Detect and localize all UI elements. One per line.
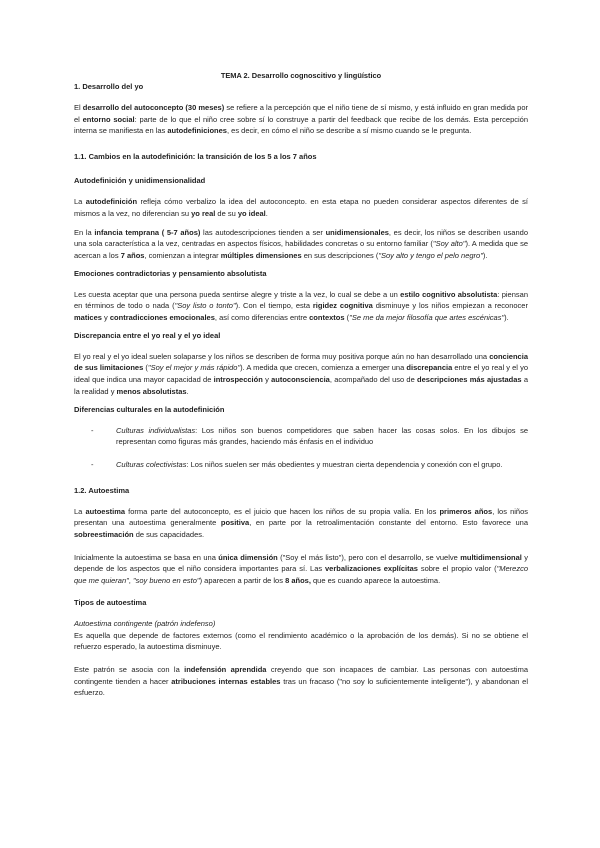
subheading-autoestima-contingente: Autoestima contingente (patrón indefenso) [74,618,216,628]
text-run: de sus capacidades. [133,530,205,540]
bold-text: autoconsciencia [271,375,330,385]
paragraph-pensamiento-absolutista [74,289,528,324]
subheading-diferencias-culturales: Diferencias culturales en la autodefinición [74,404,225,414]
bold-text: entorno social [82,114,135,124]
text-run: disminuye y los niños empiezan a reconocer [372,301,528,311]
bold-text: introspección [213,375,263,385]
italic-text: "Se me da mejor filosofía que artes escénicas" [349,313,505,323]
text-run: : Los niños suelen ser más obedientes y muestran cierta dependencia y conexión con el grupo. [186,459,503,469]
bold-text: infancia temprana ( 5-7 años) [94,227,201,237]
bold-text: descripciones más ajustadas [417,375,522,385]
bold-text: unidimensionales [325,227,389,237]
text-run: sobre el propio valor ( [417,564,497,574]
text-run: El yo real y el yo ideal suelen solaparse y los niños se describen de forma muy positiva porque aún no han desarrollado una [74,351,490,361]
bold-text: estilo cognitivo absolutista [400,289,498,299]
italic-text: "soy bueno en esto" [132,576,200,586]
paragraph-contingente [74,630,528,653]
text-run: entre el yo real y el yo ideal que indica una mayor capacidad de [74,363,528,385]
text-run: , [128,576,133,586]
subheading-discrepancia: Discrepancia entre el yo real y el yo ideal [74,330,221,340]
text-run: En la [74,227,95,237]
text-run: ). [504,313,509,323]
text-run: , comienzan a integrar [144,250,221,260]
text-run: . [265,208,268,218]
bullet-dash: - [91,459,94,469]
text-run: se refiere a la percepción que el niño tiene de sí mismo, y está influido en gran medida por el [74,103,528,124]
text-run: : Los niños son buenos competidores que saben hacer las cosas solos. En los dibujos se representan como figuras más grandes, haciendo más énfasis en el individuo [116,425,529,447]
bold-text: 7 años [120,250,145,260]
paragraph-autodefinicion [74,196,528,219]
paragraph-yo-real-ideal [74,351,528,398]
text-run: y [262,375,272,385]
bold-text: autodefinición [85,197,138,207]
bold-text: verbalizaciones explícitas [325,564,418,574]
bold-text: matices [74,313,102,323]
text-run: Este patrón se asocia con la [74,664,185,674]
paragraph-autoconcepto [74,102,528,137]
bold-text: sobreestimación [74,530,134,540]
subheading-tipos-autoestima: Tipos de autoestima [74,597,147,607]
list-item-text [116,425,528,448]
text-run: : parte de lo que el niño cree sobre sí lo construye a partir del feedback que recibe de los demás. Esta percepción interna se manifiesta en las [74,114,529,136]
text-run: que es cuando aparece la autoestima. [310,576,441,586]
text-run: forma parte del autoconcepto, es el juicio que hacen los niños de su propia valía. En los [125,506,440,516]
text-run: , en parte por la retroalimentación constante del entorno. Esto favorece una [249,518,528,528]
text-run: . [186,386,189,396]
bold-text: rigidez cognitiva [312,301,373,311]
paragraph-indefension [74,664,528,699]
bold-text: múltiples dimensiones [220,250,302,260]
section-heading-cambios-autodefinicion: 1.1. Cambios en la autodefinición: la transición de los 5 a los 7 años [74,152,317,162]
text-run: las autodescripciones tienden a ser [200,227,326,237]
text-run: Les cuesta aceptar que una persona pueda sentirse alegre y triste a la vez, lo cual se debe a un [74,289,401,299]
italic-text: "Soy alto y tengo el pelo negro" [378,250,483,260]
italic-text: "Soy alto" [432,239,466,249]
text-run: a la realidad y [74,375,529,396]
text-run: , acompañado del uso de [329,375,418,385]
text-run: , es decir, los niños se describen usando una sola característica a la vez, centradas en aspectos físicos, habilidades concretas o su entorno familiar ( [74,227,528,249]
text-run: ). A medida que se acercan a los [74,239,528,260]
bold-text: conciencia de sus limitaciones [74,351,528,373]
bold-text: desarrollo del autoconcepto (30 meses) [82,103,225,112]
text-run: ("Soy el más listo"), pero con el desarrollo, se vuelve [277,552,461,562]
bold-text: yo real [191,208,216,218]
bold-text: autoestima [85,506,126,516]
paragraph-autoestima-multidimensional [74,552,528,587]
bold-text: única dimensión [218,552,278,562]
subheading-unidimensionalidad: Autodefinición y unidimensionalidad [74,176,206,186]
text-run: Inicialmente la autoestima se basa en una [74,552,219,562]
text-run: y depende de los aspectos que el niño considera importantes para sí. Las [74,552,529,574]
section-heading-desarrollo-yo: 1. Desarrollo del yo [74,82,144,91]
text-run: , es decir, en cómo el niño se describe a sí mismo cuando se le pregunta. [226,126,472,136]
list-item-colectivistas [91,459,528,471]
bold-text: atribuciones internas estables [171,676,281,686]
bold-text: multidimensional [460,552,522,562]
text-run: , los niños presentan una autoestima generalmente [74,506,528,528]
text-run: ). [482,250,488,260]
text-run: ( [143,363,148,373]
text-run: El [74,103,83,112]
italic-text: Culturas colectivistas [116,459,187,469]
italic-text: "Soy listo o tonto" [174,301,236,311]
paragraph-autoestima [74,506,528,541]
text-run: tras un fracaso ("no soy lo suficientemente inteligente"), y abandonan el esfuerzo. [74,676,529,698]
list-item-text [116,459,528,471]
text-run: de su [215,208,238,218]
italic-text: "Merezco que me quieran" [74,564,528,586]
text-run: ). Con el tiempo, esta [235,301,313,311]
text-run: La [74,506,86,516]
subheading-emociones-contradictorias: Emociones contradictorias y pensamiento absolutista [74,268,267,278]
text-run: La [74,197,86,207]
italic-text: Culturas individualistas [116,425,196,435]
bold-text: menos absolutistas [116,386,187,396]
bold-text: yo ideal [237,208,266,218]
text-run: ). A medida que crecen, comienza a emerger una [240,363,407,373]
bold-text: indefensión aprendida [184,664,267,674]
italic-text: "Soy el mejor y más rápido" [147,363,241,373]
text-run: creyendo que son incapaces de cambiar. Las personas con autoestima contingente tienden a hacer [74,664,529,686]
bold-text: contextos [309,313,345,323]
text-run: en sus descripciones ( [301,250,379,260]
document-title: TEMA 2. Desarrollo cognoscitivo y lingüístico [220,71,382,80]
text-run: y [101,313,110,323]
text-run: refleja cómo verbalizo la idea del autoconcepto. en esta etapa no pueden considerar aspectos diferentes de sí mismos a la vez, no diferencian su [74,197,529,218]
text-run: Es aquella que depende de factores externos (como el rendimiento académico o la aprobación de los demás). Si no se obtiene el refuerzo esperado, la autoestima disminuye. [74,630,528,652]
text-run: : piensan en términos de todo o nada ( [74,289,528,311]
text-run: ( [344,313,350,323]
bold-text: discrepancia [406,363,453,373]
bold-text: positiva [220,518,250,528]
paragraph-infancia-temprana [74,227,528,262]
bold-text: 8 años, [285,576,311,586]
bullet-dash: - [91,425,94,435]
list-item-individualistas [91,425,528,448]
text-run: ) aparecen a partir de los [199,576,286,586]
bold-text: primeros años [439,506,493,516]
section-heading-autoestima: 1.2. Autoestima [74,485,130,495]
text-run: , así como diferencias entre [214,313,310,323]
bold-text: autodefiniciones [167,126,227,136]
bold-text: contradicciones emocionales [109,313,215,323]
